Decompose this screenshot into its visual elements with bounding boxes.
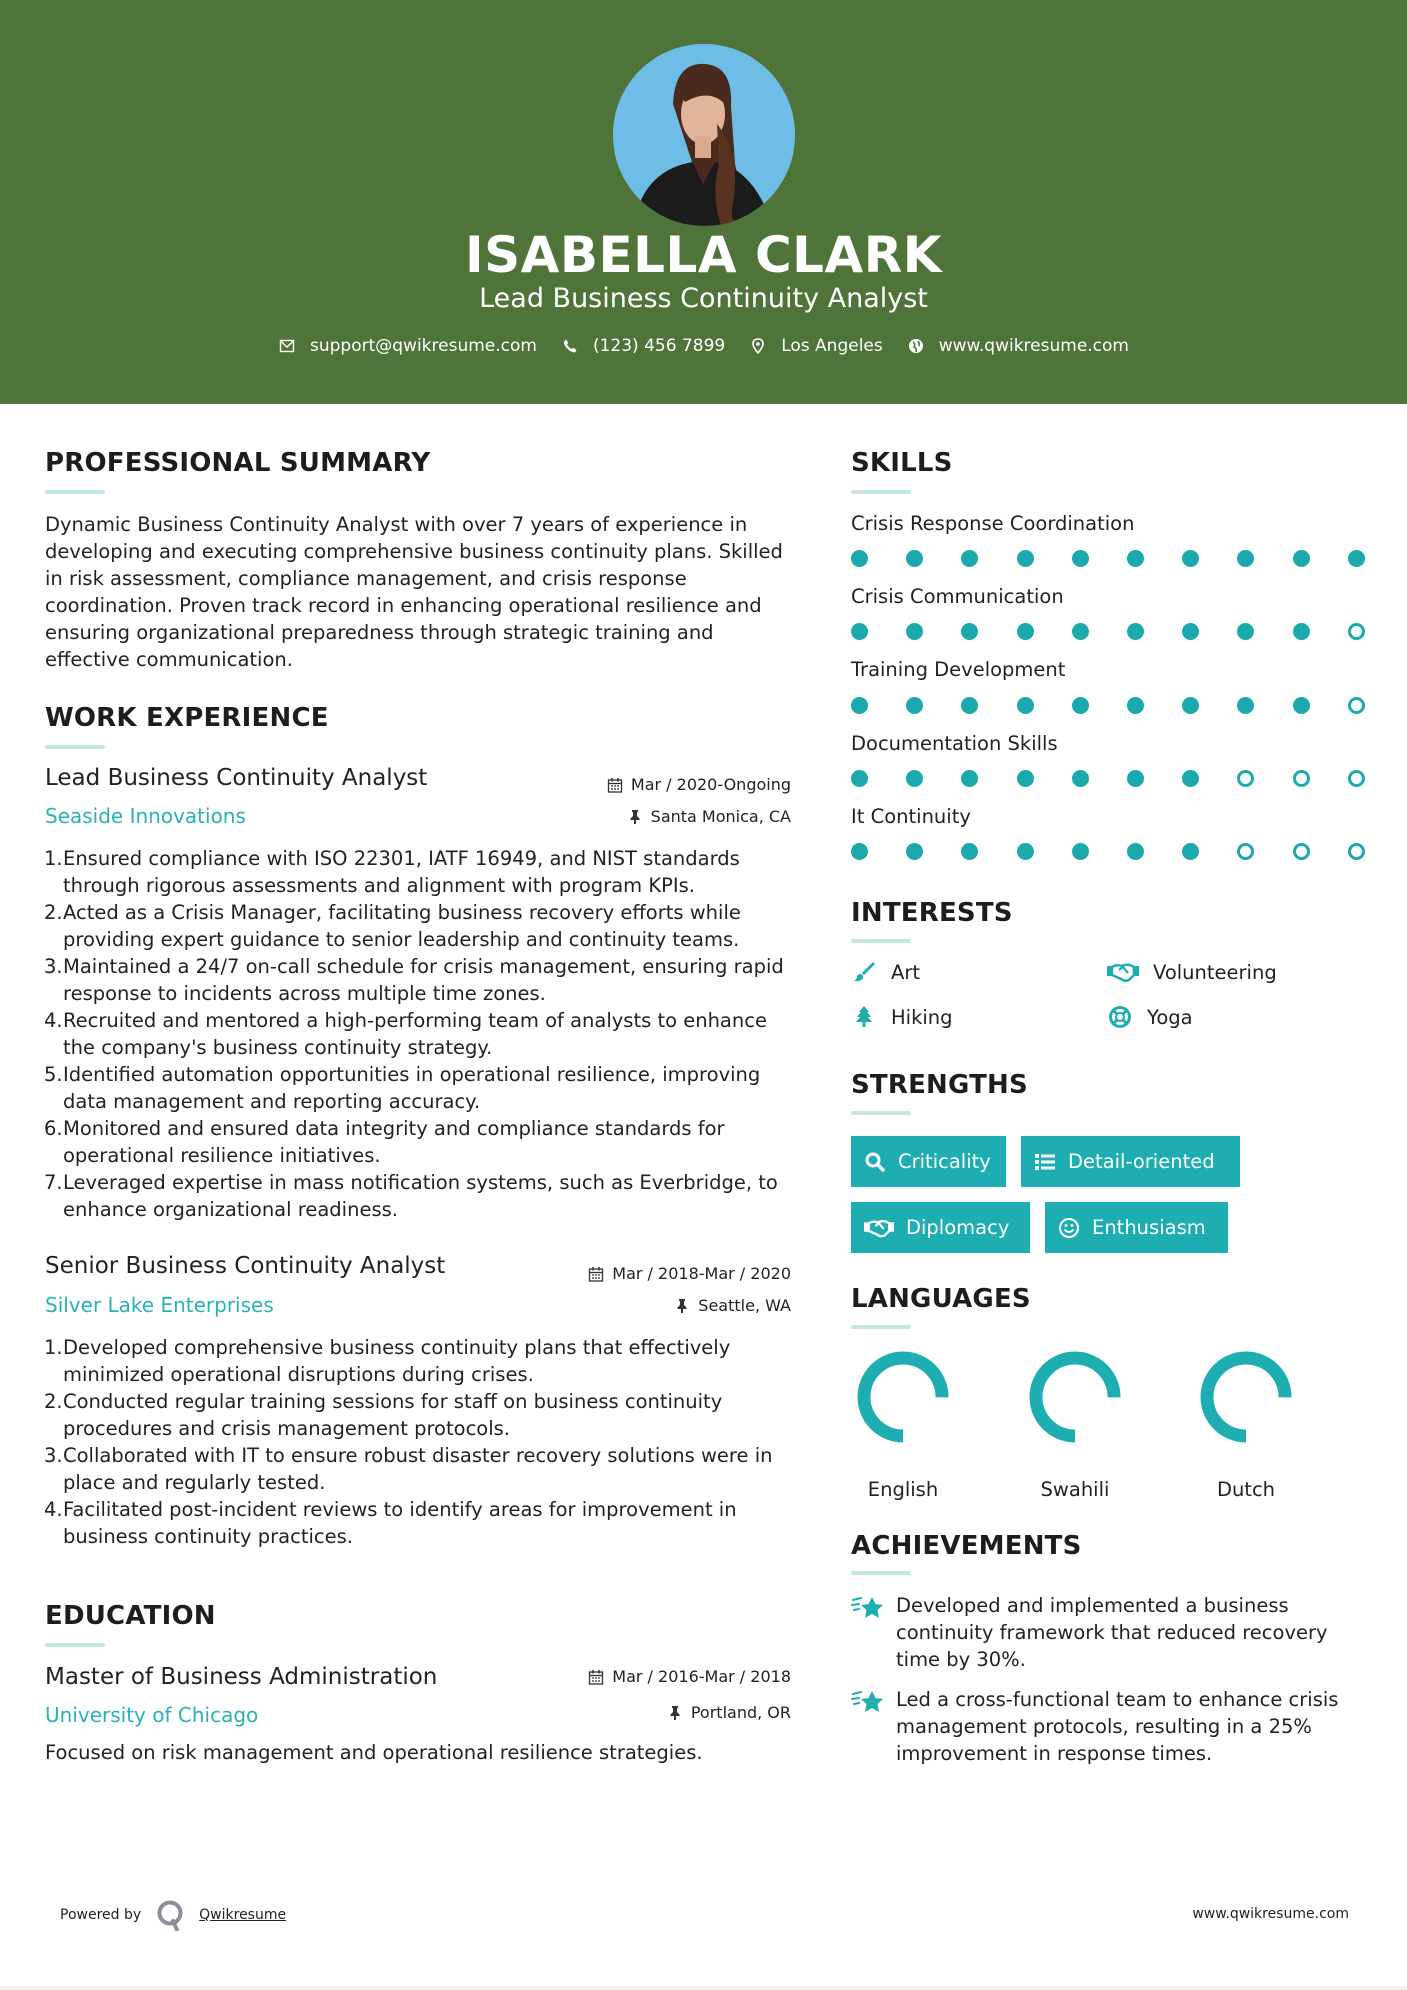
tree-icon xyxy=(851,1005,877,1029)
smile-icon xyxy=(1058,1217,1080,1239)
skill-dot-filled xyxy=(961,623,978,640)
skill-dot-filled xyxy=(1072,623,1089,640)
job-dates-text: Mar / 2020-Ongoing xyxy=(630,775,791,794)
skill-dot-filled xyxy=(1182,770,1199,787)
company-name: Silver Lake Enterprises xyxy=(45,1293,274,1317)
section-divider xyxy=(45,1643,105,1647)
pushpin-icon xyxy=(627,809,643,825)
list-item: 4. Facilitated post-incident reviews to identify areas for improvement in business continuity practices. xyxy=(44,1498,737,1548)
experience-heading: WORK EXPERIENCE xyxy=(45,703,329,733)
skill-dot-filled xyxy=(961,843,978,860)
skill-dot-filled xyxy=(961,550,978,567)
achievements-heading: ACHIEVEMENTS xyxy=(851,1531,1082,1561)
skill-dot-filled xyxy=(1237,623,1254,640)
contact-phone-text: (123) 456 7899 xyxy=(592,336,726,356)
skill-dot-filled xyxy=(1182,623,1199,640)
languages-heading: LANGUAGES xyxy=(851,1284,1031,1314)
globe-icon xyxy=(907,337,925,355)
map-marker-icon xyxy=(749,337,767,355)
calendar-icon xyxy=(588,1669,604,1685)
envelope-icon xyxy=(278,337,296,355)
skill-rating xyxy=(851,697,1403,714)
calendar-icon xyxy=(588,1266,604,1282)
list-item: 1. Ensured compliance with ISO 22301, IATF 16949, and NIST standards through rigorous assessments and alignment with program KPIs. xyxy=(44,847,740,897)
education-description: Focused on risk management and operational resilience strategies. xyxy=(45,1741,703,1764)
skill-dot-filled xyxy=(1127,770,1144,787)
education-dates-text: Mar / 2016-Mar / 2018 xyxy=(612,1667,791,1686)
list-item: 2. Acted as a Crisis Manager, facilitating business recovery efforts while providing expert guidance to senior leadership and continuity teams. xyxy=(44,901,741,951)
section-divider xyxy=(851,490,911,494)
skill-rating xyxy=(851,843,1403,860)
handshake-icon xyxy=(1107,960,1139,984)
pushpin-icon xyxy=(667,1705,683,1721)
skill-dot-filled xyxy=(1017,550,1034,567)
skill-dot-empty xyxy=(1237,843,1254,860)
list-item: 6. Monitored and ensured data integrity and compliance standards for operational resilience initiatives. xyxy=(44,1117,725,1167)
qwikresume-link[interactable]: Qwikresume xyxy=(199,1907,287,1923)
skill-dot-filled xyxy=(1293,550,1310,567)
summary-text: Dynamic Business Continuity Analyst with over 7 years of experience in developing and executing comprehensive business continuity plans. Skilled in risk assessment, compliance management, and crisis response coordination. Proven track record in enhancing operational resilience and ensuring organizational preparedness through strategic training and effective communication. xyxy=(45,513,783,671)
handshake-icon xyxy=(864,1217,894,1239)
degree-title: Master of Business Administration xyxy=(45,1664,438,1690)
skill-dot-filled xyxy=(1017,843,1034,860)
interests-heading: INTERESTS xyxy=(851,898,1013,928)
section-divider xyxy=(45,490,105,494)
interest-hiking: Hiking xyxy=(851,1005,953,1029)
search-icon xyxy=(864,1151,886,1173)
job-dates-text: Mar / 2018-Mar / 2020 xyxy=(612,1264,791,1283)
job-location-text: Seattle, WA xyxy=(698,1296,791,1315)
skill-dot-filled xyxy=(1348,550,1365,567)
skill-dot-empty xyxy=(1348,697,1365,714)
section-divider xyxy=(851,1111,911,1115)
education-dates xyxy=(588,1667,791,1686)
skill-dot-filled xyxy=(1182,843,1199,860)
skill-dot-filled xyxy=(906,550,923,567)
list-item: 3. Maintained a 24/7 on-call schedule for crisis management, ensuring rapid response to incidents across multiple time zones. xyxy=(44,955,784,1005)
skill-label: It Continuity xyxy=(851,805,971,828)
list-item: 4. Recruited and mentored a high-performing team of analysts to enhance the company's business continuity strategy. xyxy=(44,1009,767,1059)
language-dutch: Dutch xyxy=(1191,1351,1301,1443)
skill-dot-filled xyxy=(906,623,923,640)
proficiency-ring-icon xyxy=(857,1351,949,1443)
profile-photo xyxy=(613,44,795,226)
skill-dot-empty xyxy=(1348,770,1365,787)
list-icon xyxy=(1034,1151,1056,1173)
strength-chip-detail-oriented: Detail-oriented xyxy=(1021,1136,1240,1187)
skill-dot-empty xyxy=(1293,843,1310,860)
contact-location xyxy=(749,336,883,356)
phone-icon xyxy=(561,337,579,355)
calendar-icon xyxy=(607,777,623,793)
company-name: Seaside Innovations xyxy=(45,804,246,828)
skill-dot-filled xyxy=(906,697,923,714)
skill-dot-filled xyxy=(1237,697,1254,714)
skill-dot-empty xyxy=(1237,770,1254,787)
job-dates xyxy=(607,775,791,794)
strengths-heading: STRENGTHS xyxy=(851,1070,1028,1100)
education-heading: EDUCATION xyxy=(45,1601,216,1631)
skills-heading: SKILLS xyxy=(851,448,953,478)
skill-dot-empty xyxy=(1348,843,1365,860)
skill-rating xyxy=(851,770,1403,787)
skill-dot-filled xyxy=(1182,550,1199,567)
powered-by-label: Powered by xyxy=(60,1907,142,1923)
page-bottom-border xyxy=(0,1986,1407,1990)
skill-dot-filled xyxy=(851,623,868,640)
strength-chip-enthusiasm: Enthusiasm xyxy=(1045,1202,1228,1253)
skill-dot-empty xyxy=(1293,770,1310,787)
job-title: Lead Business Continuity Analyst xyxy=(45,765,428,791)
interest-yoga: Yoga xyxy=(1107,1005,1193,1029)
skill-dot-filled xyxy=(1127,843,1144,860)
skill-dot-filled xyxy=(1017,770,1034,787)
skill-dot-filled xyxy=(1017,697,1034,714)
contact-website-text: www.qwikresume.com xyxy=(938,336,1129,356)
powered-by xyxy=(60,1899,286,1931)
life-ring-icon xyxy=(1107,1005,1133,1029)
skill-dot-filled xyxy=(1127,623,1144,640)
skill-dot-filled xyxy=(851,843,868,860)
skill-dot-filled xyxy=(1127,697,1144,714)
skill-rating xyxy=(851,623,1403,640)
skill-dot-filled xyxy=(1017,623,1034,640)
section-divider xyxy=(851,1571,911,1575)
shooting-star-icon xyxy=(851,1688,885,1716)
person-portrait-icon xyxy=(613,44,795,226)
contact-phone[interactable] xyxy=(561,336,725,356)
skill-dot-filled xyxy=(1293,697,1310,714)
strength-chip-diplomacy: Diplomacy xyxy=(851,1202,1030,1253)
language-swahili: Swahili xyxy=(1020,1351,1130,1443)
skill-dot-filled xyxy=(851,697,868,714)
candidate-name: ISABELLA CLARK xyxy=(465,226,942,284)
job-responsibilities xyxy=(44,1334,794,1550)
contact-email-text: support@qwikresume.com xyxy=(310,336,537,356)
language-english: English xyxy=(848,1351,958,1443)
skill-dot-filled xyxy=(961,697,978,714)
skill-dot-empty xyxy=(1348,623,1365,640)
list-item: 3. Collaborated with IT to ensure robust disaster recovery solutions were in place and regularly tested. xyxy=(44,1444,773,1494)
interest-art: Art xyxy=(851,960,920,984)
skill-rating xyxy=(851,550,1403,567)
skill-dot-filled xyxy=(1072,697,1089,714)
contact-email[interactable] xyxy=(278,336,537,356)
skill-dot-filled xyxy=(1127,550,1144,567)
pushpin-icon xyxy=(674,1298,690,1314)
section-divider xyxy=(851,1325,911,1329)
section-divider xyxy=(851,939,911,943)
school-name: University of Chicago xyxy=(45,1703,259,1727)
job-location-text: Santa Monica, CA xyxy=(650,807,791,826)
education-location xyxy=(667,1703,791,1722)
footer-website[interactable]: www.qwikresume.com xyxy=(1192,1906,1349,1922)
list-item: 1. Developed comprehensive business continuity plans that effectively minimized operational disruptions during crises. xyxy=(44,1336,731,1386)
summary-heading: PROFESSIONAL SUMMARY xyxy=(45,448,431,478)
list-item: 7. Leveraged expertise in mass notification systems, such as Everbridge, to enhance organizational readiness. xyxy=(44,1171,778,1221)
job-responsibilities xyxy=(44,845,794,1223)
skill-label: Crisis Communication xyxy=(851,585,1064,608)
paint-brush-icon xyxy=(851,960,877,984)
contact-location-text: Los Angeles xyxy=(781,336,883,356)
skill-dot-filled xyxy=(1293,623,1310,640)
proficiency-ring-icon xyxy=(1200,1351,1292,1443)
interest-volunteering: Volunteering xyxy=(1107,960,1277,984)
contact-bar xyxy=(0,336,1407,356)
skill-dot-filled xyxy=(1072,770,1089,787)
skill-dot-filled xyxy=(851,770,868,787)
skill-dot-filled xyxy=(1237,550,1254,567)
skill-label: Crisis Response Coordination xyxy=(851,512,1135,535)
list-item: 2. Conducted regular training sessions for staff on business continuity procedures and crisis management protocols. xyxy=(44,1390,723,1440)
proficiency-ring-icon xyxy=(1029,1351,1121,1443)
list-item: 5. Identified automation opportunities in operational resilience, improving data management and reporting accuracy. xyxy=(44,1063,761,1113)
section-divider xyxy=(45,745,105,749)
skill-label: Documentation Skills xyxy=(851,732,1058,755)
job-location xyxy=(627,807,791,826)
candidate-role: Lead Business Continuity Analyst xyxy=(479,283,928,314)
skill-dot-filled xyxy=(1072,550,1089,567)
resume-header xyxy=(0,0,1407,404)
skill-dot-filled xyxy=(906,843,923,860)
job-dates xyxy=(588,1264,791,1283)
qwikresume-logo-icon xyxy=(155,1899,185,1931)
education-location-text: Portland, OR xyxy=(690,1703,791,1722)
skill-dot-filled xyxy=(1072,843,1089,860)
skill-dot-filled xyxy=(1182,697,1199,714)
skill-dot-filled xyxy=(851,550,868,567)
job-title: Senior Business Continuity Analyst xyxy=(45,1253,446,1279)
strength-chip-criticality: Criticality xyxy=(851,1136,1006,1187)
shooting-star-icon xyxy=(851,1594,885,1622)
skill-dot-filled xyxy=(906,770,923,787)
contact-website[interactable] xyxy=(907,336,1129,356)
skill-dot-filled xyxy=(961,770,978,787)
job-location xyxy=(674,1296,791,1315)
skill-label: Training Development xyxy=(851,658,1066,681)
